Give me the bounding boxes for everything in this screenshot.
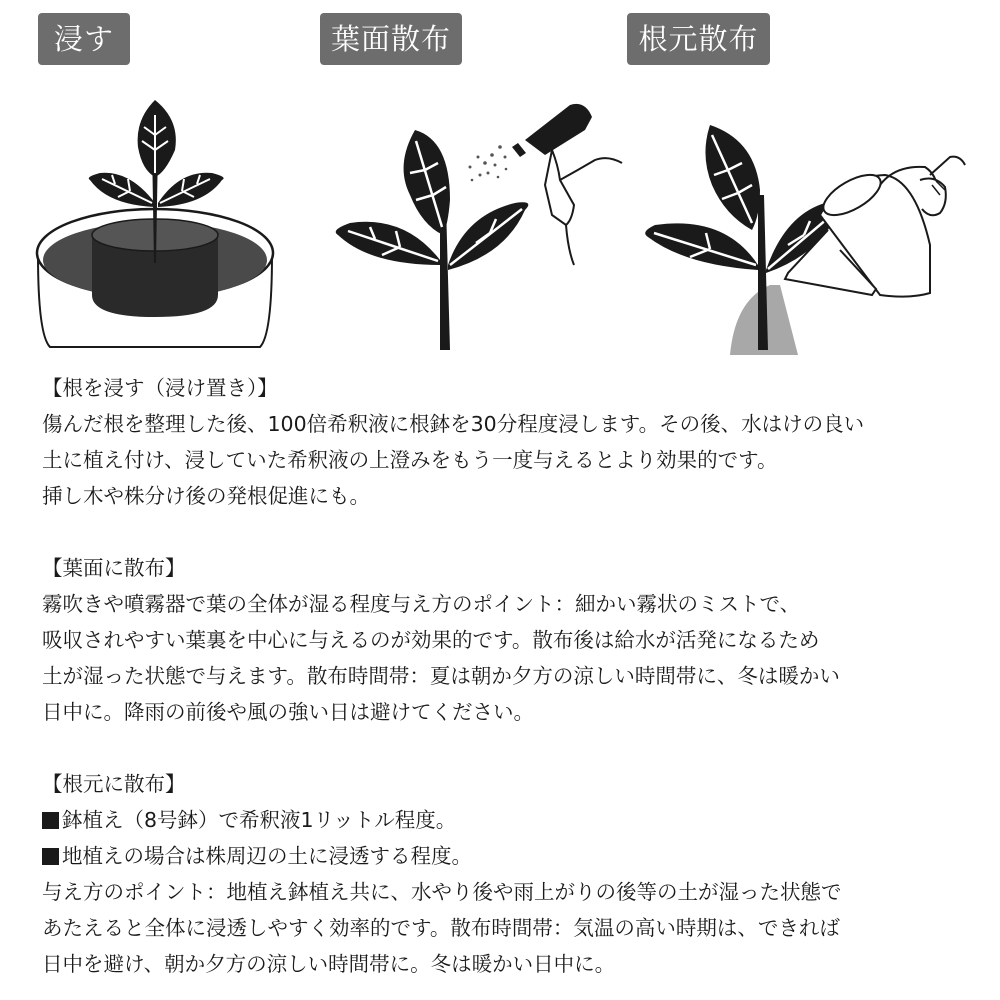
square-bullet-icon <box>42 812 59 829</box>
section-soak-heading: 【根を浸す（浸け置き）】 <box>42 376 278 400</box>
soak-illustration <box>30 85 290 355</box>
section-foliar-heading: 【葉面に散布】 <box>42 556 186 580</box>
bullet-item <box>42 802 987 838</box>
instructions-body <box>42 370 987 982</box>
section-soak-line: 挿し木や株分け後の発根促進にも。 <box>42 484 370 508</box>
section-root-line: 与え方のポイント：地植え鉢植え共に、水やり後や雨上がりの後等の土が湿った状態で <box>42 880 842 904</box>
label-soak: 浸す <box>38 13 130 65</box>
section-soak <box>42 370 987 514</box>
label-foliar: 葉面散布 <box>320 13 462 65</box>
section-foliar-line: 土が湿った状態で与えます。散布時間帯：夏は朝か夕方の涼しい時間帯に、冬は暖かい <box>42 664 840 688</box>
section-root-line: あたえると全体に浸透しやすく効率的です。散布時間帯：気温の高い時期は、できれば <box>42 916 840 940</box>
section-root-heading: 【根元に散布】 <box>42 772 186 796</box>
bullet-item <box>42 838 987 874</box>
square-bullet-icon <box>42 848 59 865</box>
root-illustration <box>640 85 970 360</box>
label-root: 根元散布 <box>627 13 770 65</box>
section-soak-line: 傷んだ根を整理した後、100倍希釈液に根鉢を30分程度浸します。その後、水はけの良い <box>42 412 865 436</box>
section-soak-line: 土に植え付け、浸していた希釈液の上澄みをもう一度与えるとより効果的です。 <box>42 448 778 472</box>
section-foliar-line: 日中に。降雨の前後や風の強い日は避けてください。 <box>42 700 534 724</box>
section-root-line: 日中を避け、朝か夕方の涼しい時間帯に。冬は暖かい日中に。 <box>42 952 616 976</box>
section-root <box>42 766 987 982</box>
foliar-illustration <box>330 85 630 355</box>
section-foliar <box>42 550 987 730</box>
bullet-text: 地植えの場合は株周辺の土に浸透する程度。 <box>62 844 472 868</box>
section-foliar-line: 霧吹きや噴霧器で葉の全体が湿る程度与え方のポイント：細かい霧状のミストで、 <box>42 592 801 616</box>
section-foliar-line: 吸収されやすい葉裏を中心に与えるのが効果的です。散布後は給水が活発になるため <box>42 628 820 652</box>
bullet-text: 鉢植え（8号鉢）で希釈液1リットル程度。 <box>62 808 457 832</box>
plant-icon <box>336 130 529 350</box>
